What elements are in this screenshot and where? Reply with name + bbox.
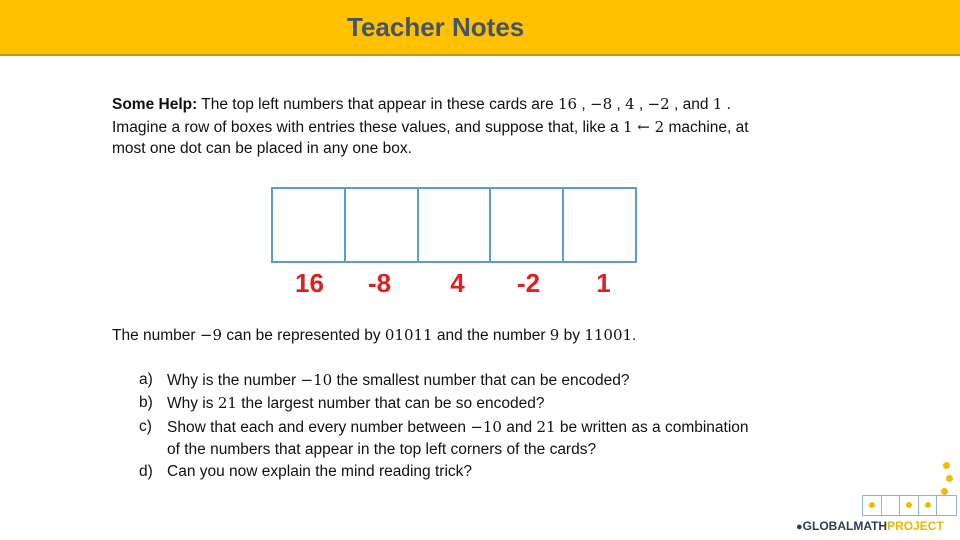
help-line-2-end: machine, at — [664, 118, 749, 136]
question-text: Why is — [167, 395, 218, 413]
box-value-minus-2: -2 — [516, 268, 541, 298]
rep-code-2: 11001 — [584, 326, 633, 344]
question-c-continued — [139, 439, 749, 461]
question-letter: c) — [139, 417, 152, 435]
help-sep-2: , — [612, 96, 626, 113]
global-math-project-logo: ●GLOBALMATHPROJECT — [796, 519, 944, 533]
box — [346, 189, 419, 261]
logo-text-project: PROJECT — [887, 519, 944, 533]
help-sep-1: , — [577, 96, 591, 113]
help-label: Some Help: — [112, 96, 198, 113]
page-title: Teacher Notes — [347, 12, 525, 42]
question-text: Can you now explain the mind reading trick? — [167, 463, 473, 481]
question-text: and — [501, 418, 537, 436]
question-text: be written as a combination — [555, 418, 749, 436]
box — [419, 189, 492, 261]
rep-code-1: 01011 — [384, 326, 433, 344]
box-value-1: 1 — [596, 268, 611, 298]
question-letter: a) — [139, 371, 153, 388]
rep-text-3: and the number — [432, 327, 550, 344]
question-text: Why is the number — [167, 372, 301, 389]
help-sep-3: , — [634, 96, 648, 113]
rep-number-1: −9 — [199, 326, 223, 344]
question-b — [139, 392, 749, 415]
question-math: 21 — [217, 394, 237, 413]
question-math: 21 — [536, 417, 556, 436]
logo-boxes-icon — [862, 495, 957, 516]
help-number-1: 16 — [558, 95, 578, 113]
title-bar — [0, 0, 960, 56]
rep-text-2: can be represented by — [222, 327, 385, 344]
box — [273, 189, 346, 261]
question-text: the largest number that can be so encoded? — [236, 395, 545, 413]
logo-text-global: GLOBAL — [802, 519, 854, 533]
help-number-4: −2 — [647, 95, 670, 113]
box-value-minus-8: -8 — [367, 268, 392, 298]
representation-line — [112, 324, 636, 348]
box — [564, 189, 635, 261]
help-sep-4: , and — [669, 96, 713, 113]
rep-text-5: . — [632, 327, 637, 344]
help-line-2-text: Imagine a row of boxes with entries these values, and suppose that, like a — [112, 118, 623, 136]
help-text: The top left numbers that appear in these cards are — [197, 96, 558, 113]
question-list — [139, 369, 749, 483]
help-number-2: −8 — [590, 95, 613, 113]
help-number-5: 1 — [712, 95, 723, 113]
rep-number-2: 9 — [549, 326, 560, 344]
logo-text-math: MATH — [853, 519, 888, 533]
box — [491, 189, 564, 261]
box-value-16: 16 — [295, 268, 324, 298]
machine-label: 1 ← 2 — [622, 117, 665, 136]
help-line-2 — [112, 116, 749, 140]
box-value-4: 4 — [450, 268, 465, 298]
question-letter: b) — [139, 394, 153, 412]
question-text: Show that each and every number between — [167, 418, 471, 436]
question-text: the smallest number that can be encoded? — [332, 372, 630, 389]
question-a — [139, 369, 749, 392]
help-end: . — [722, 96, 731, 113]
help-line-1 — [112, 93, 731, 117]
help-line-3: most one dot can be placed in any one box. — [112, 140, 412, 157]
help-number-3: 4 — [625, 95, 635, 113]
rep-text-4: by — [559, 327, 585, 344]
question-letter: d) — [139, 463, 153, 481]
question-c — [139, 416, 749, 439]
question-text: of the numbers that appear in the top left corners of the cards? — [167, 440, 597, 458]
box-row — [271, 187, 637, 263]
question-d — [139, 461, 749, 483]
question-math: −10 — [300, 371, 333, 389]
question-math: −10 — [470, 417, 502, 436]
rep-text-1: The number — [112, 327, 200, 344]
